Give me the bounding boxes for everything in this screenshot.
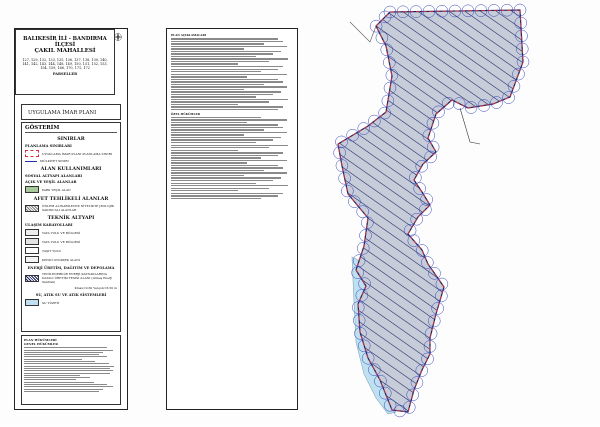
text-line [24,379,76,380]
text-line [171,41,283,42]
plan-provisions-panel [166,28,298,410]
legend-item [25,247,117,254]
text-line [171,183,256,184]
text-line [171,99,288,100]
text-line [171,129,264,130]
text-line [24,370,113,371]
text-line [171,172,287,173]
text-line [171,43,264,44]
text-line [171,155,278,156]
legend-section-water: SU, ATIK SU VE ATIK SİSTEMLERİ [35,293,107,297]
legend-item-label: PARK YEŞİL ALAN [42,187,71,192]
text-line [24,366,114,367]
legend-sub: PLANLAMA SINIRLARI [25,144,72,148]
text-line [171,74,287,75]
legend-section-energy: ENERJİ ÜRETİM, DAĞITIM VE DEPOLAMA [27,266,115,270]
legend-sub: SOSYAL ALTYAPI ALANLARI [25,174,83,178]
text-line [171,150,238,151]
text-line [171,46,287,47]
legend-section-hazard: AFET TEHLİKELİ ALANLAR [33,196,109,202]
text-line [171,157,261,158]
text-line [171,86,287,87]
legend-item-label: YAYA YOLU VE BÖLGESİ [42,230,81,235]
parcel-label: PARSELLER [52,71,78,76]
text-line [171,165,278,166]
province-title: BALIKESİR İLİ - BANDIRMA İLÇESİ [23,36,107,48]
parcel-list: 127, 129, 132, 133, 135, 136, 137, 138, 139, 140, 141, 142, 143, 144, 148, 149, 150, 151, 152, 153, 154, 159, 166, 170, 171, 172 [22,58,108,71]
text-line [24,361,95,362]
notes-text-block [24,347,118,392]
legend-item [25,238,117,245]
legend-item-label: UYGULAMA İMAR PLANI PLANLAMA SINIRI [42,151,113,156]
text-line [171,81,283,82]
text-line [171,198,261,199]
legend-item-label: MÜLKİYET SINIRI [40,159,69,163]
text-line [24,350,113,351]
text-line [171,56,256,57]
text-line [24,356,107,357]
text-line [171,195,278,196]
legend-item-label: YAYA YOLU VE BÖLGESİ [42,239,81,244]
text-line [171,127,283,128]
text-line [171,119,287,120]
text-line [24,354,99,355]
text-line [171,145,288,146]
text-line [171,177,281,178]
legend-item-label: SU YÜZEYİ [42,300,60,305]
provisions-heading: PLAN AÇIKLAMALARI [171,33,207,37]
legend-item-label: YENİLENEBİLİR ENERJİ KAYNAKLARINA DAYALI ÜRETİM TESİSİ ALANI (Güneş Enerji Santrali) [42,272,113,284]
text-line [171,109,278,110]
text-line [171,160,287,161]
legend-item [25,256,117,263]
hazard-swatch [25,205,39,212]
text-line [171,84,264,85]
text-line [171,58,288,59]
legend-section-land-use: ALAN KULLANIMLARI [40,166,102,172]
parcel-map-svg [310,2,600,423]
legend-title: GÖSTERİM [25,125,117,133]
text-line [171,162,247,163]
text-line [171,63,238,64]
text-line [24,368,110,369]
plan-boundary-swatch [25,150,39,157]
notes-subtitle: GENEL HÜKÜMLER [24,342,58,346]
legend-item-label: TAŞIT YOLU [42,248,61,253]
provisions-heading: ÖZEL HÜKÜMLER [171,111,200,116]
text-line [171,170,264,171]
text-line [171,152,283,153]
text-line [24,347,107,348]
legend-item [25,272,117,284]
text-line [171,96,256,97]
text-line [171,132,287,133]
text-line [171,94,273,95]
parking-swatch [25,256,39,263]
legend-elevation [25,286,117,290]
pedestrian-road-swatch [25,238,39,245]
text-line [171,69,278,70]
legend-item [25,159,117,163]
park-swatch [25,186,39,193]
legend-sub: ULAŞIM KARAYOLLARI [25,223,73,227]
text-line [171,38,278,39]
legend-panel [14,28,128,410]
legend-sub: AÇIK VE YEŞİL ALANLAR [25,180,77,184]
text-line [24,375,80,376]
property-boundary-swatch [25,161,37,162]
plan-map [310,2,600,423]
text-line [171,175,244,176]
text-line [171,137,281,138]
text-line [171,66,283,67]
notes-title: PLAN HÜKÜMLERİ [24,338,57,342]
road-line [350,22,376,42]
text-line [24,352,103,353]
text-line [24,389,103,390]
height-note: Yençok=6.50 m [93,286,117,290]
text-line [171,193,283,194]
legend-section-boundaries: SINIRLAR [57,136,85,142]
text-line [171,124,278,125]
legend-item-label: ÖNLEM ALINABİLECEK NİTELİKTE JEOLOJİK SAKINCALI ALANLAR [42,204,115,212]
text-line [171,180,273,181]
text-line [171,89,244,90]
text-line [171,139,273,140]
legend-item [25,186,117,193]
text-line [171,188,269,189]
text-line [24,373,110,374]
coefficient-note: Kmax=0.60 [74,286,93,290]
text-line [24,363,109,364]
legend-section-infrastructure: TEKNİK ALTYAPI [47,215,95,221]
district-title: ÇAKIL MAHALLESİ [34,48,96,54]
text-line [171,190,238,191]
text-line [171,76,247,77]
legend-box [21,122,121,332]
provisions-text-block [167,29,297,203]
text-line [171,104,238,105]
text-line [24,359,82,360]
text-line [24,384,107,385]
text-line [171,71,261,72]
text-line [171,167,283,168]
text-line [171,106,283,107]
text-line [24,382,94,383]
plan-notes [21,335,121,405]
text-line [171,91,281,92]
text-line [171,122,247,123]
solar-plant-swatch [25,275,39,282]
text-line [171,48,244,49]
text-line [171,61,269,62]
text-line [171,134,244,135]
text-line [171,79,278,80]
text-line [171,185,288,186]
legend-item-label: KENDİ OTOPARK ALANI [42,257,81,262]
legend-item [25,150,117,157]
text-line [24,391,99,392]
water-swatch [25,299,39,306]
text-line [171,147,269,148]
text-line [171,101,269,102]
legend-item [25,229,117,236]
text-line [24,377,90,378]
legend-item [25,204,117,212]
text-line [24,386,113,387]
legend-item [25,299,117,306]
text-line [171,53,273,54]
text-line [171,51,281,52]
text-line [171,117,261,118]
north-arrow-icon [113,32,123,42]
title-block [15,29,115,95]
vehicle-road-swatch [25,247,39,254]
text-line [171,142,256,143]
pedestrian-road-swatch [25,229,39,236]
plan-title: UYGULAMA İMAR PLANI [21,104,121,120]
